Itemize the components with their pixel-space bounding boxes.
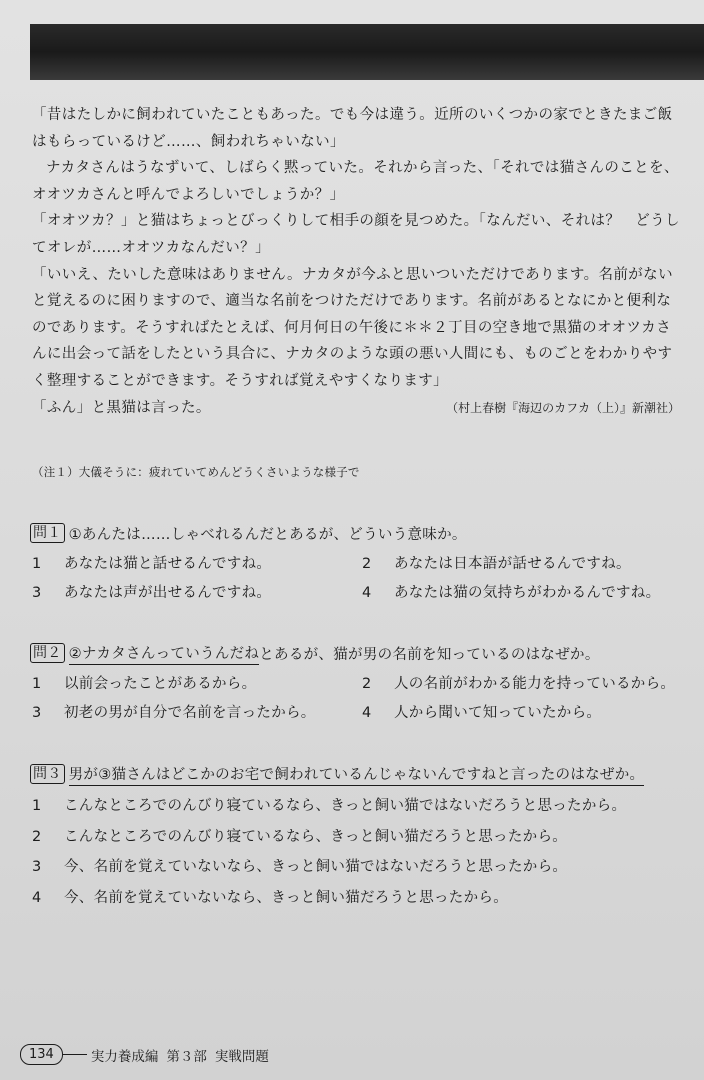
option-text: こんなところでのんびり寝ているなら、きっと飼い猫だろうと思ったから。 — [64, 828, 568, 845]
option-number: 3 — [32, 585, 42, 601]
option-1[interactable] — [30, 550, 360, 579]
option-number: 1 — [32, 798, 42, 814]
option-text: 人から聞いて知っていたから。 — [394, 705, 602, 721]
page-footer — [20, 1044, 269, 1065]
option-4[interactable] — [360, 579, 680, 608]
passage-paragraph: 「昔はたしかに飼われていたこともあった。でも今は違う。近所のいくつかの家でときたまご飯はもらっているけど……、飼われちゃいない」 — [32, 107, 673, 150]
option-number: 2 — [32, 828, 42, 845]
option-number: 3 — [32, 705, 42, 721]
chapter-title: 実戦問題 — [214, 1048, 269, 1065]
question-header — [30, 642, 680, 664]
option-text: こんなところでのんびり寝ているなら、きっと飼い猫ではないだろうと思ったから。 — [64, 798, 627, 814]
option-number: 1 — [32, 676, 42, 692]
option-1[interactable] — [30, 791, 680, 822]
option-text: あなたは猫と話せるんですね。 — [64, 556, 272, 572]
options-grid — [30, 670, 680, 728]
question-header — [30, 763, 680, 785]
question-text: ①あんたは……しゃべれるんだとあるが、どういう意味か。 — [68, 526, 467, 543]
question-text-part: と言ったのはなぜか。 — [496, 763, 644, 786]
question-label: 問３ — [30, 764, 65, 784]
option-1[interactable] — [30, 670, 360, 699]
option-text: 以前会ったことがあるから。 — [64, 676, 257, 692]
question-text-underlined: ②ナカタさんっていうんだね — [69, 642, 260, 665]
option-text: あなたは猫の気持ちがわかるんですね。 — [394, 585, 661, 601]
option-text: 今、名前を覚えていないなら、きっと飼い猫ではないだろうと思ったから。 — [64, 859, 568, 875]
passage-paragraph: ナカタさんはうなずいて、しばらく黙っていた。それから言った、「それでは猫さんのことを、オオツカさんと呼んでよろしいでしょうか？」 — [32, 160, 679, 203]
options-grid — [30, 550, 680, 608]
passage-last-line — [32, 395, 680, 422]
option-text: 初老の男が自分で名前を言ったから。 — [64, 705, 316, 721]
question-header — [30, 522, 680, 544]
option-text: あなたは日本語が話せるんですね。 — [394, 556, 631, 572]
question-text: とあるが、猫が男の名前を知っているのはなぜか。 — [259, 646, 600, 663]
option-3[interactable] — [30, 579, 360, 608]
options-list — [30, 791, 680, 913]
option-number: 4 — [362, 705, 372, 721]
option-number: 1 — [32, 556, 42, 572]
reading-passage — [32, 102, 680, 421]
page-number: 134 — [20, 1044, 63, 1065]
option-3[interactable] — [30, 699, 360, 728]
option-number: 3 — [32, 859, 42, 875]
option-number: 2 — [362, 676, 372, 692]
book-section: 実力養成編 — [90, 1048, 159, 1065]
passage-closing-line: 「ふん」と黒猫は言った。 — [32, 399, 211, 416]
option-3[interactable] — [30, 852, 680, 883]
book-part: 第３部 — [166, 1048, 207, 1065]
option-text: あなたは声が出せるんですね。 — [64, 585, 272, 601]
option-2[interactable] — [360, 550, 680, 579]
option-number: 4 — [32, 889, 42, 906]
question-text-underlined: ③猫さんはどこかのお宅で飼われているんじゃないんですね — [98, 763, 496, 786]
option-text: 人の名前がわかる能力を持っているから。 — [394, 676, 676, 692]
question-text-part: 男が — [69, 763, 99, 786]
header-bar — [30, 24, 704, 80]
footnote: （注１）大儀そうに：疲れていてめんどうくさいような様子で — [32, 465, 360, 479]
option-4[interactable] — [360, 699, 680, 728]
option-number: 2 — [362, 556, 372, 572]
option-2[interactable] — [360, 670, 680, 699]
passage-paragraph: 「オオツカ？」と猫はちょっとびっくりして相手の顔を見つめた。「なんだい、それは？ どうしてオレが……オオツカなんだい？」 — [32, 213, 680, 256]
option-2[interactable] — [30, 822, 680, 853]
option-number: 4 — [362, 585, 372, 601]
question-label: 問１ — [30, 523, 65, 543]
question-label: 問２ — [30, 643, 65, 663]
option-text: 今、名前を覚えていないなら、きっと飼い猫だろうと思ったから。 — [64, 889, 508, 906]
option-4[interactable] — [30, 883, 680, 914]
passage-paragraph: 「いいえ、たいした意味はありません。ナカタが今ふと思いついただけであります。名前がないと覚えるのに困りますので、適当な名前をつけただけであります。名前があるとなにかと便利なのであります。そうすればたとえば、何月何日の午後に＊＊２丁目の空き地で黒猫のオオツカさんに出会って話をしたという具合に、ナカタのような頭の悪い人間にも、ものごとをわかりやすく整理することができます。そうすれば覚えやすくなります」 — [32, 266, 673, 389]
question-2 — [30, 642, 680, 728]
source-credit: （村上春樹『海辺のカフカ（上）』新潮社） — [446, 400, 680, 415]
footer-divider — [63, 1054, 87, 1056]
question-1 — [30, 522, 680, 608]
question-3 — [30, 763, 680, 913]
